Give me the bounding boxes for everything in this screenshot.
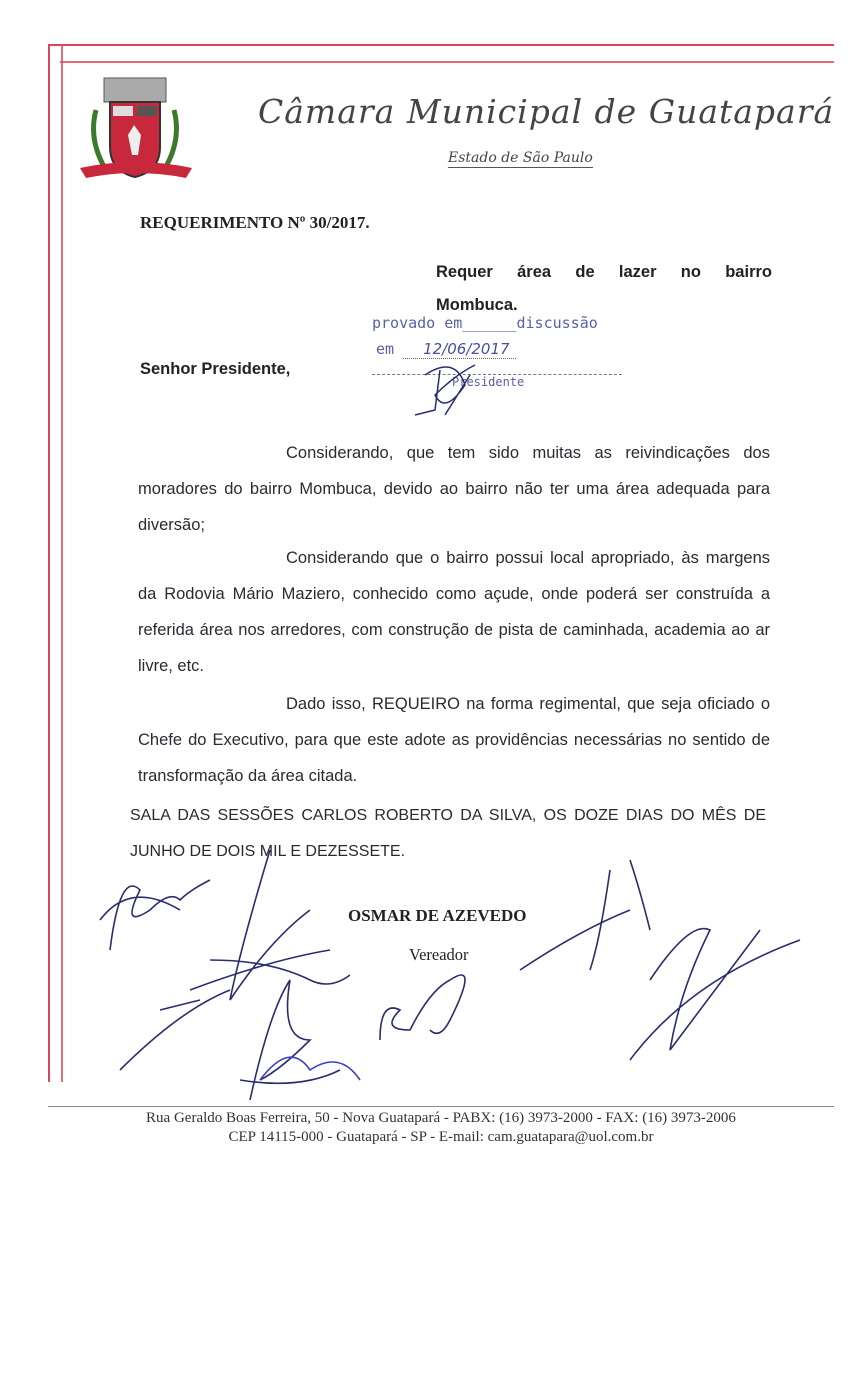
closing-statement: SALA DAS SESSÕES CARLOS ROBERTO DA SILVA, OS DOZE DIAS DO MÊS DE JUNHO DE DOIS MIL E DEZESSETE. [130,807,766,860]
document-number: REQUERIMENTO Nº 30/2017. [140,213,370,232]
footer-address [48,1106,834,1147]
coat-of-arms-logo [76,70,196,190]
handwritten-signatures [90,840,810,1100]
institution-title: Câmara Municipal de Guatapará [258,92,835,131]
top-border-inner [60,61,834,63]
signer-role: Vereador [409,945,469,964]
institution-subtitle: Estado de São Paulo [448,150,593,166]
top-border [48,44,834,46]
stamp-president-label: Presidente [452,375,525,389]
paragraph: Considerando, que tem sido muitas as reivindicações dos moradores do bairro Mombuca, devido ao bairro não ter uma área adequada para diversão; [138,444,770,534]
footer-line: CEP 14115-000 - Guatapará - SP - E-mail: cam.guatapara@uol.com.br [228,1129,654,1145]
stamp-date: 12/06/2017 [403,340,515,359]
paragraph: Dado isso, REQUEIRO na forma regimental, que seja oficiado o Chefe do Executivo, para que este adote as providências necessárias no sentido de transformação da área citada. [138,695,770,785]
stamp-em: em [376,340,395,358]
left-border-inner [61,44,63,1082]
left-border [48,44,50,1082]
footer-line: Rua Geraldo Boas Ferreira, 50 - Nova Guatapará - PABX: (16) 3973-2000 - FAX: (16) 3973-2006 [146,1110,736,1126]
stamp-approved-line: provado em______discussão [372,314,598,332]
salutation: Senhor Presidente, [140,360,291,378]
subject-line: Requer área de lazer no bairro [436,263,772,281]
subject-line: Mombuca. [436,296,518,314]
signer-name: OSMAR DE AZEVEDO [348,906,527,925]
paragraph: Considerando que o bairro possui local apropriado, às margens da Rodovia Mário Maziero, conhecido como açude, onde poderá ser construída a referida área nos arredores, com construção de pista de caminhada, academia ao ar livre, etc. [138,549,770,675]
document-subject [436,256,772,322]
president-signature [395,355,485,425]
